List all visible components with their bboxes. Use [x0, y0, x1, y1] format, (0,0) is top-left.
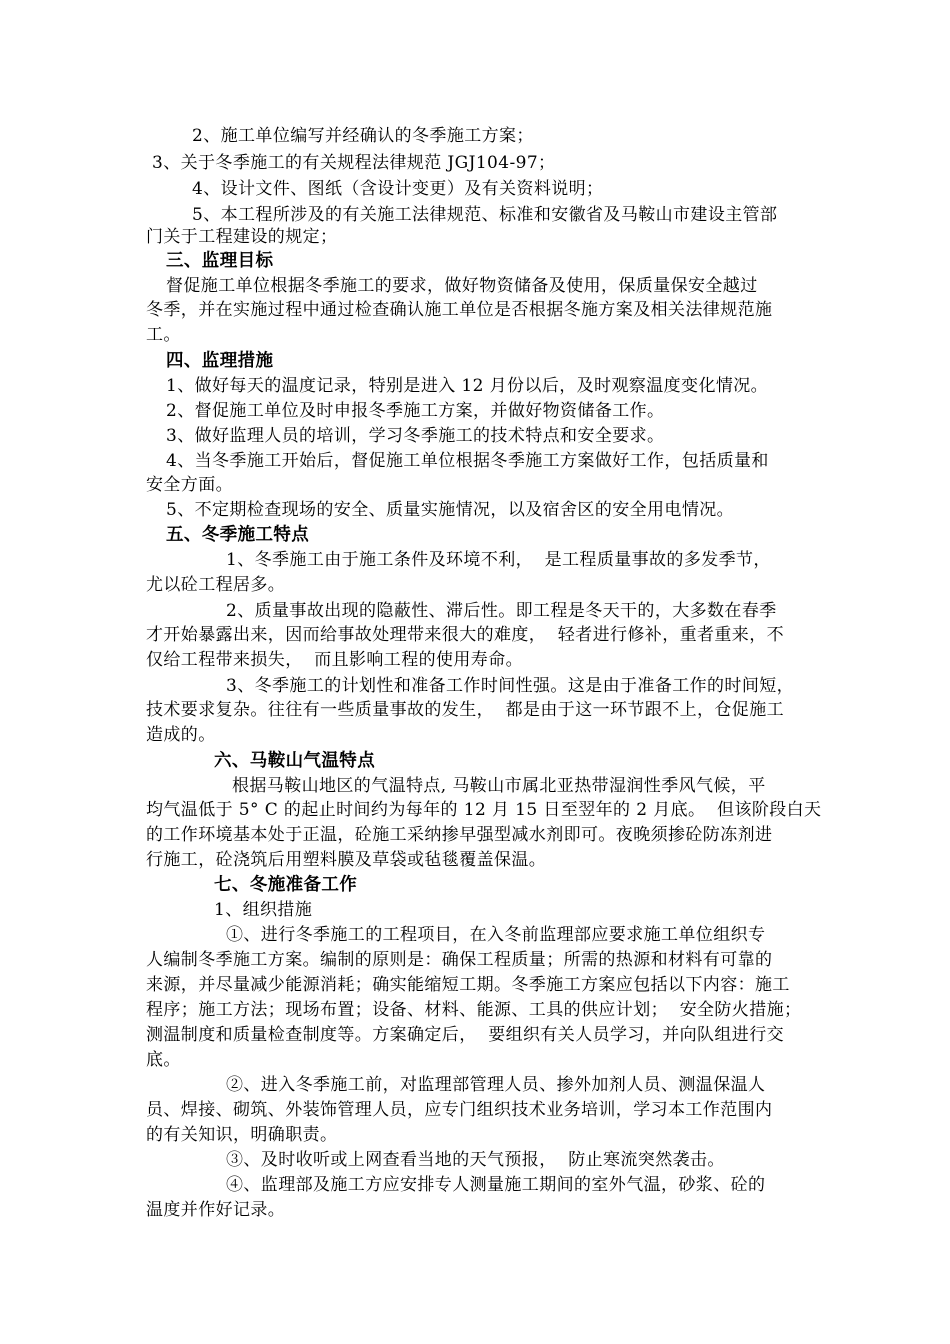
text-line: 程序；施工方法；现场布置；设备、材料、能源、工具的供应计划； 安全防火措施； — [146, 1000, 802, 1020]
text-line: 1、做好每天的温度记录，特别是进入 12 月份以后，及时观察温度变化情况。 — [166, 376, 769, 396]
text-line: 3、冬季施工的计划性和准备工作时间性强。这是由于准备工作的时间短， — [226, 676, 795, 696]
text-line: 3、关于冬季施工的有关规程法律规范 JGJ104-97； — [152, 153, 556, 173]
text-line: 3、做好监理人员的培训，学习冬季施工的技术特点和安全要求。 — [166, 426, 665, 446]
section-heading: 七、冬施准备工作 — [214, 875, 358, 895]
text-line: 的有关知识，明确职责。 — [146, 1125, 338, 1145]
text-line: 的工作环境基本处于正温，砼施工采纳掺早强型减水剂即可。夜晚须掺砼防冻剂进 — [146, 825, 773, 845]
text-line: 才开始暴露出来，因而给事故处理带来很大的难度， 轻者进行修补，重者重来，不 — [146, 625, 785, 645]
text-line: 员、焊接、砌筑、外装饰管理人员，应专门组织技术业务培训，学习本工作范围内 — [146, 1100, 773, 1120]
text-line: 技术要求复杂。往往有一些质量事故的发生， 都是由于这一环节跟不上，仓促施工 — [146, 700, 785, 720]
text-line: 温度并作好记录。 — [146, 1200, 286, 1220]
text-line: 行施工，砼浇筑后用塑料膜及草袋或毡毯覆盖保温。 — [146, 850, 547, 870]
text-line: 门关于工程建设的规定； — [146, 227, 338, 247]
text-line: 4、设计文件、图纸（含设计变更）及有关资料说明； — [192, 179, 604, 199]
text-line: 1、冬季施工由于施工条件及环境不利， 是工程质量事故的多发季节， — [226, 550, 771, 570]
text-line: 造成的。 — [146, 725, 216, 745]
text-line: 测温制度和质量检查制度等。方案确定后， 要组织有关人员学习，并向队组进行交 — [146, 1025, 785, 1045]
text-line: 尤以砼工程居多。 — [146, 575, 286, 595]
text-line: 2、质量事故出现的隐蔽性、滞后性。即工程是冬天干的，大多数在春季 — [226, 601, 777, 621]
text-line: 1、组织措施 — [214, 900, 313, 920]
section-heading: 三、监理目标 — [166, 251, 274, 271]
text-line: 5、不定期检查现场的安全、质量实施情况，以及宿舍区的安全用电情况。 — [166, 500, 735, 520]
text-line: 督促施工单位根据冬季施工的要求，做好物资储备及使用，保质量保安全越过 — [166, 276, 758, 296]
text-line: 工。 — [146, 325, 181, 345]
text-line: ④、监理部及施工方应安排专人测量施工期间的室外气温，砂浆、砼的 — [226, 1175, 766, 1195]
text-line: ①、进行冬季施工的工程项目，在入冬前监理部应要求施工单位组织专 — [226, 925, 766, 945]
text-line: ②、进入冬季施工前，对监理部管理人员、掺外加剂人员、测温保温人 — [226, 1075, 766, 1095]
text-line: 冬季，并在实施过程中通过检查确认施工单位是否根据冬施方案及相关法律规范施 — [146, 300, 773, 320]
text-line: 5、本工程所涉及的有关施工法律规范、标准和安徽省及马鞍山市建设主管部 — [192, 205, 778, 225]
section-heading: 六、马鞍山气温特点 — [214, 751, 376, 771]
section-heading: 四、监理措施 — [166, 351, 274, 371]
text-line: 安全方面。 — [146, 475, 233, 495]
text-line: 人编制冬季施工方案。编制的原则是：确保工程质量；所需的热源和材料有可靠的 — [146, 950, 773, 970]
text-line: 来源，并尽量减少能源消耗；确实能缩短工期。冬季施工方案应包括以下内容：施工 — [146, 975, 790, 995]
text-line: 根据马鞍山地区的气温特点, 马鞍山市属北亚热带湿润性季风气候，平 — [232, 776, 766, 796]
text-line: ③、及时收听或上网查看当地的天气预报， 防止寒流突然袭击。 — [226, 1150, 725, 1170]
text-line: 2、施工单位编写并经确认的冬季施工方案； — [192, 126, 534, 146]
text-line: 4、当冬季施工开始后，督促施工单位根据冬季施工方案做好工作，包括质量和 — [166, 451, 769, 471]
section-heading: 五、冬季施工特点 — [166, 525, 310, 545]
text-line: 仅给工程带来损失， 而且影响工程的使用寿命。 — [146, 650, 524, 670]
text-line: 2、督促施工单位及时申报冬季施工方案，并做好物资储备工作。 — [166, 401, 665, 421]
text-line: 均气温低于 5° C 的起止时间约为每年的 12 月 15 日至翌年的 2 月底。 但该阶段白天 — [146, 800, 822, 820]
text-line: 底。 — [146, 1050, 181, 1070]
